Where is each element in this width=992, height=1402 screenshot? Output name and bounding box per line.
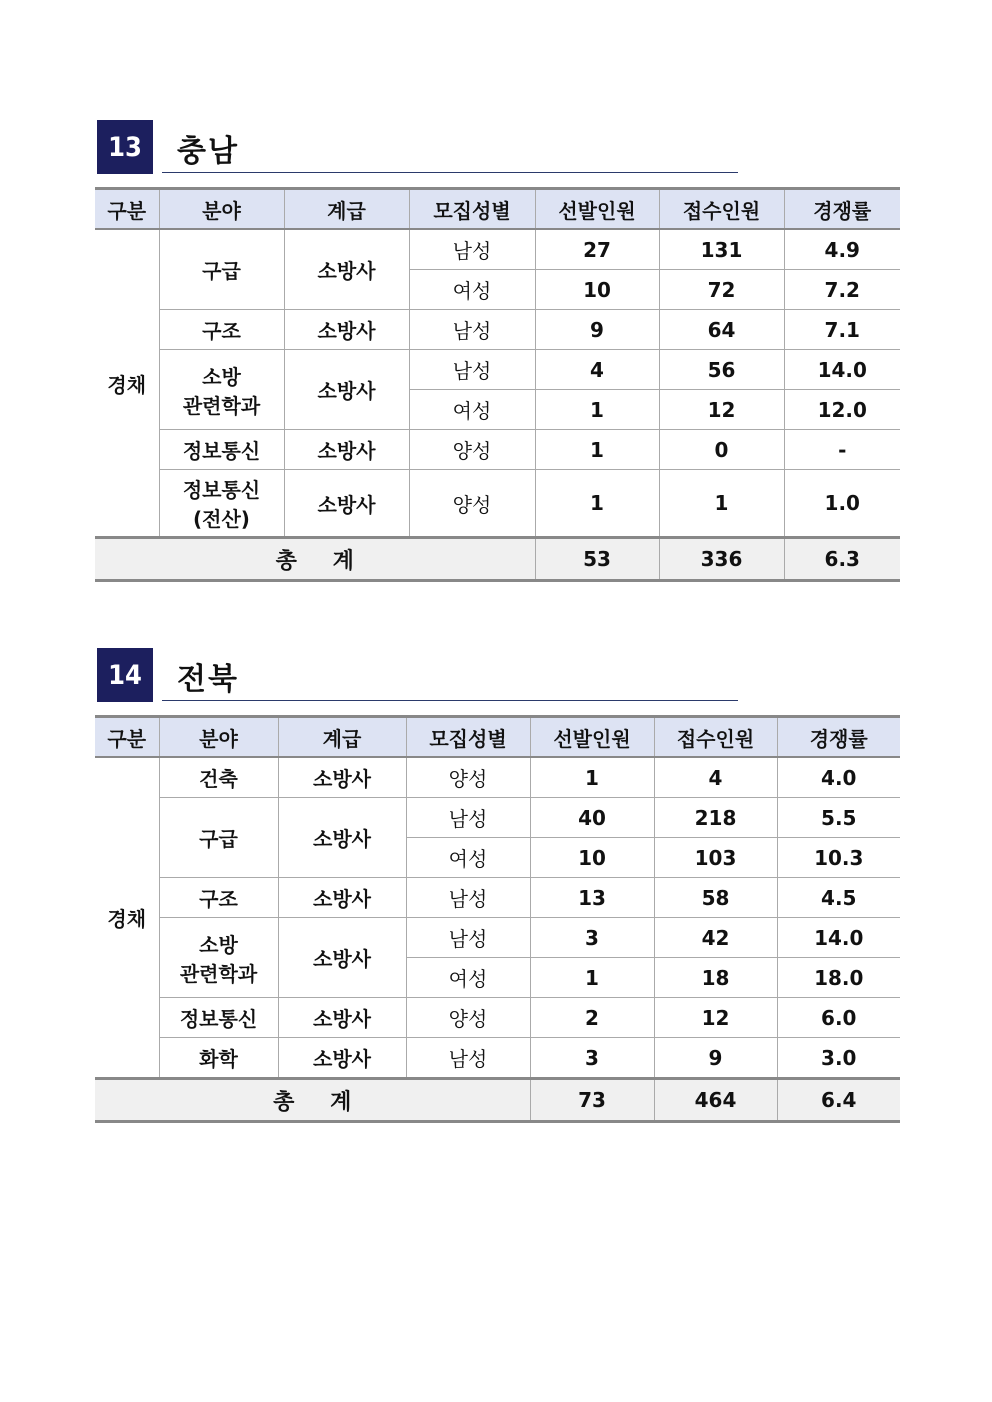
table-row <box>95 1038 900 1079</box>
field-cell: 구조 <box>159 310 284 350</box>
table-row <box>95 878 900 918</box>
selected-cell: 1 <box>530 757 654 798</box>
selected-cell: 27 <box>535 229 659 270</box>
gender-cell: 남성 <box>406 878 530 918</box>
total-selected: 73 <box>530 1079 654 1122</box>
applied-cell: 0 <box>659 430 784 470</box>
applied-cell: 218 <box>654 798 777 838</box>
gender-cell: 남성 <box>409 350 535 390</box>
selected-cell: 1 <box>530 958 654 998</box>
rank-cell: 소방사 <box>278 998 406 1038</box>
table-row <box>95 310 900 350</box>
header-selected: 선발인원 <box>530 717 654 758</box>
category-cell: 경채 <box>95 757 159 1079</box>
ratio-cell: 1.0 <box>784 470 900 538</box>
gender-cell: 양성 <box>406 757 530 798</box>
applied-cell: 72 <box>659 270 784 310</box>
selected-cell: 1 <box>535 430 659 470</box>
table-row <box>95 918 900 958</box>
category-cell: 경채 <box>95 229 159 538</box>
header-category: 구분 <box>95 189 159 230</box>
selected-cell: 2 <box>530 998 654 1038</box>
applied-cell: 1 <box>659 470 784 538</box>
section-title: 전북 <box>177 662 239 697</box>
selected-cell: 3 <box>530 918 654 958</box>
header-applied: 접수인원 <box>654 717 777 758</box>
total-applied: 464 <box>654 1079 777 1122</box>
rank-cell: 소방사 <box>278 757 406 798</box>
applied-cell: 56 <box>659 350 784 390</box>
field-cell: 정보통신 <box>159 430 284 470</box>
section-13 <box>95 120 900 582</box>
gender-cell: 양성 <box>406 998 530 1038</box>
total-ratio: 6.3 <box>784 538 900 581</box>
header-field: 분야 <box>159 717 278 758</box>
section-header <box>95 120 900 176</box>
gender-cell: 여성 <box>409 270 535 310</box>
ratio-cell: 10.3 <box>777 838 900 878</box>
applied-cell: 103 <box>654 838 777 878</box>
applied-cell: 9 <box>654 1038 777 1079</box>
header-category: 구분 <box>95 717 159 758</box>
applied-cell: 58 <box>654 878 777 918</box>
field-line-2: 관련학과 <box>179 961 258 986</box>
total-label: 총 계 <box>95 1079 530 1122</box>
field-cell: 구조 <box>159 878 278 918</box>
total-row <box>95 538 900 581</box>
rank-cell: 소방사 <box>284 470 409 538</box>
field-line-1: 소방 <box>199 932 238 957</box>
ratio-cell: 4.0 <box>777 757 900 798</box>
gender-cell: 여성 <box>409 390 535 430</box>
table-header-row <box>95 717 900 758</box>
rank-cell: 소방사 <box>278 798 406 878</box>
ratio-cell: 6.0 <box>777 998 900 1038</box>
field-cell <box>159 470 284 538</box>
rank-cell: 소방사 <box>278 918 406 998</box>
header-gender: 모집성별 <box>406 717 530 758</box>
field-cell: 건축 <box>159 757 278 798</box>
selected-cell: 4 <box>535 350 659 390</box>
applied-cell: 131 <box>659 229 784 270</box>
table-row <box>95 998 900 1038</box>
selected-cell: 10 <box>530 838 654 878</box>
gender-cell: 남성 <box>409 229 535 270</box>
rank-cell: 소방사 <box>278 878 406 918</box>
table-row <box>95 430 900 470</box>
gender-cell: 양성 <box>409 470 535 538</box>
section-title: 충남 <box>177 134 239 169</box>
field-cell: 화학 <box>159 1038 278 1079</box>
gender-cell: 남성 <box>406 1038 530 1079</box>
field-line-2: (전산) <box>193 507 250 531</box>
total-label: 총 계 <box>95 538 535 581</box>
section-number-badge: 13 <box>97 120 153 174</box>
field-line-1: 정보통신 <box>182 478 261 502</box>
total-ratio: 6.4 <box>777 1079 900 1122</box>
recruitment-table <box>95 715 900 1123</box>
table-row <box>95 470 900 538</box>
ratio-cell: 12.0 <box>784 390 900 430</box>
rank-cell: 소방사 <box>284 229 409 310</box>
applied-cell: 42 <box>654 918 777 958</box>
table-header-row <box>95 189 900 230</box>
field-cell: 정보통신 <box>159 998 278 1038</box>
ratio-cell: 5.5 <box>777 798 900 838</box>
selected-cell: 13 <box>530 878 654 918</box>
header-rank: 계급 <box>278 717 406 758</box>
selected-cell: 10 <box>535 270 659 310</box>
header-selected: 선발인원 <box>535 189 659 230</box>
ratio-cell: 14.0 <box>777 918 900 958</box>
header-ratio: 경쟁률 <box>777 717 900 758</box>
selected-cell: 40 <box>530 798 654 838</box>
total-row <box>95 1079 900 1122</box>
applied-cell: 12 <box>654 998 777 1038</box>
header-rank: 계급 <box>284 189 409 230</box>
rank-cell: 소방사 <box>278 1038 406 1079</box>
applied-cell: 12 <box>659 390 784 430</box>
rank-cell: 소방사 <box>284 310 409 350</box>
gender-cell: 남성 <box>409 310 535 350</box>
field-cell <box>159 350 284 430</box>
applied-cell: 4 <box>654 757 777 798</box>
table-row <box>95 229 900 270</box>
total-applied: 336 <box>659 538 784 581</box>
applied-cell: 18 <box>654 958 777 998</box>
table-row <box>95 350 900 390</box>
section-number-badge: 14 <box>97 648 153 702</box>
selected-cell: 9 <box>535 310 659 350</box>
total-selected: 53 <box>535 538 659 581</box>
recruitment-table <box>95 187 900 582</box>
header-ratio: 경쟁률 <box>784 189 900 230</box>
header-gender: 모집성별 <box>409 189 535 230</box>
section-underline <box>162 172 738 173</box>
section-header <box>95 648 900 704</box>
gender-cell: 남성 <box>406 798 530 838</box>
ratio-cell: 14.0 <box>784 350 900 390</box>
gender-cell: 여성 <box>406 838 530 878</box>
ratio-cell: - <box>784 430 900 470</box>
field-line-1: 소방 <box>202 364 241 389</box>
field-line-2: 관련학과 <box>182 393 261 418</box>
table-row <box>95 757 900 798</box>
rank-cell: 소방사 <box>284 430 409 470</box>
ratio-cell: 18.0 <box>777 958 900 998</box>
table-row <box>95 798 900 838</box>
field-cell: 구급 <box>159 798 278 878</box>
field-cell: 구급 <box>159 229 284 310</box>
header-applied: 접수인원 <box>659 189 784 230</box>
ratio-cell: 4.5 <box>777 878 900 918</box>
applied-cell: 64 <box>659 310 784 350</box>
selected-cell: 3 <box>530 1038 654 1079</box>
ratio-cell: 3.0 <box>777 1038 900 1079</box>
header-field: 분야 <box>159 189 284 230</box>
section-14 <box>95 648 900 1123</box>
selected-cell: 1 <box>535 470 659 538</box>
field-cell <box>159 918 278 998</box>
ratio-cell: 7.2 <box>784 270 900 310</box>
gender-cell: 양성 <box>409 430 535 470</box>
rank-cell: 소방사 <box>284 350 409 430</box>
ratio-cell: 7.1 <box>784 310 900 350</box>
section-underline <box>162 700 738 701</box>
gender-cell: 여성 <box>406 958 530 998</box>
gender-cell: 남성 <box>406 918 530 958</box>
ratio-cell: 4.9 <box>784 229 900 270</box>
selected-cell: 1 <box>535 390 659 430</box>
